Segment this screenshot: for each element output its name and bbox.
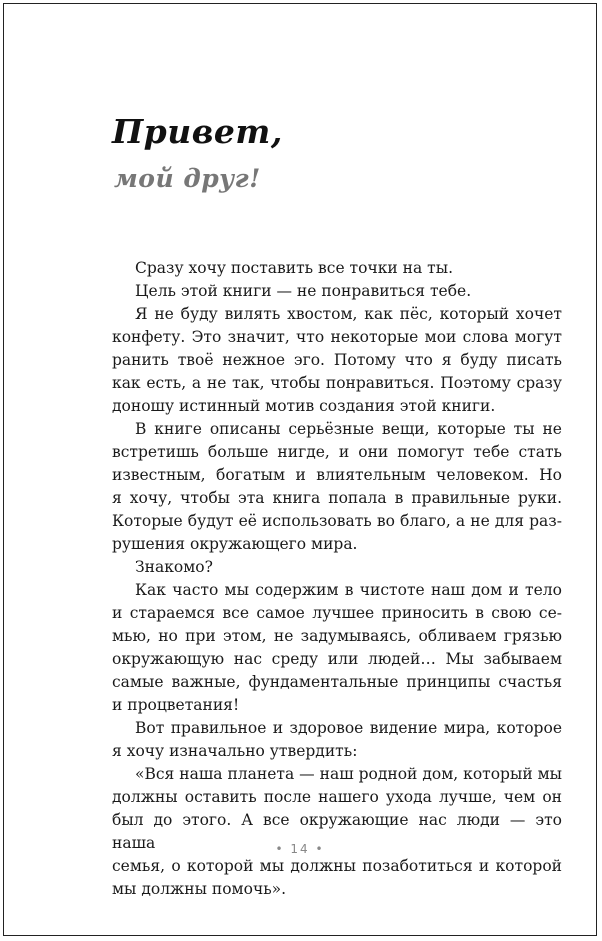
book-page <box>3 3 597 936</box>
text-line: В книге описаны серьёзные вещи, которые ты не <box>135 420 562 438</box>
folio-dot-left: • <box>275 842 285 856</box>
text-line: должны оставить после нашего ухода лучше, чем он <box>112 788 562 806</box>
chapter-title-line-1: Привет, <box>112 112 283 151</box>
text-line: и стараемся все самое лучшее приносить в свою се- <box>112 604 562 622</box>
text-line: известным, богатым и влиятельным человеком. Но <box>112 466 562 484</box>
text-line: «Вся наша планета — наш родной дом, который мы <box>135 765 562 783</box>
text-line: встретишь больше нигде, и они помогут тебе стать <box>112 443 562 461</box>
text-line: мью, но при этом, не задумываясь, обливаем грязью <box>112 627 562 645</box>
page-number <box>4 842 596 856</box>
text-line: ранить твоё нежное эго. Потому что я буду писать <box>112 351 562 369</box>
text-line: рушения окружающего мира. <box>112 535 358 553</box>
page-number-value: 14 <box>290 842 310 856</box>
text-line: семья, о которой мы должны позаботиться и которой <box>112 857 562 875</box>
text-line: я хочу изначально утвердить: <box>112 742 358 760</box>
text-line: самые важные, фундаментальные принципы счастья <box>112 673 562 691</box>
text-line: доношу истинный мотив создания этой книги. <box>112 397 496 415</box>
text-line: Как часто мы содержим в чистоте наш дом и тело <box>135 581 562 599</box>
text-line: Я не буду вилять хвостом, как пёс, который хочет <box>135 305 562 323</box>
text-line: мы должны помочь». <box>112 880 287 898</box>
text-line: Цель этой книги — не понравиться тебе. <box>135 282 472 300</box>
text-line: Вот правильное и здоровое видение мира, которое <box>135 719 562 737</box>
text-line: Знакомо? <box>135 558 213 576</box>
body-text <box>112 257 562 901</box>
text-line: окружающую нас среду или людей… Мы забываем <box>112 650 562 668</box>
text-line: Сразу хочу поставить все точки на ты. <box>135 259 453 277</box>
text-line: Которые будут её использовать во благо, а не для раз- <box>112 512 562 530</box>
folio-dot-right: • <box>315 842 325 856</box>
text-line: конфету. Это значит, что некоторые мои слова могут <box>112 328 562 346</box>
text-line: как есть, а не так, чтобы понравиться. Поэтому сразу <box>112 374 562 392</box>
chapter-title-line-2: мой друг! <box>114 164 261 193</box>
text-line: был до этого. А все окружающие нас люди — это наша <box>112 811 562 852</box>
text-line: и процветания! <box>112 696 240 714</box>
text-line: я хочу, чтобы эта книга попала в правильные руки. <box>112 489 562 507</box>
